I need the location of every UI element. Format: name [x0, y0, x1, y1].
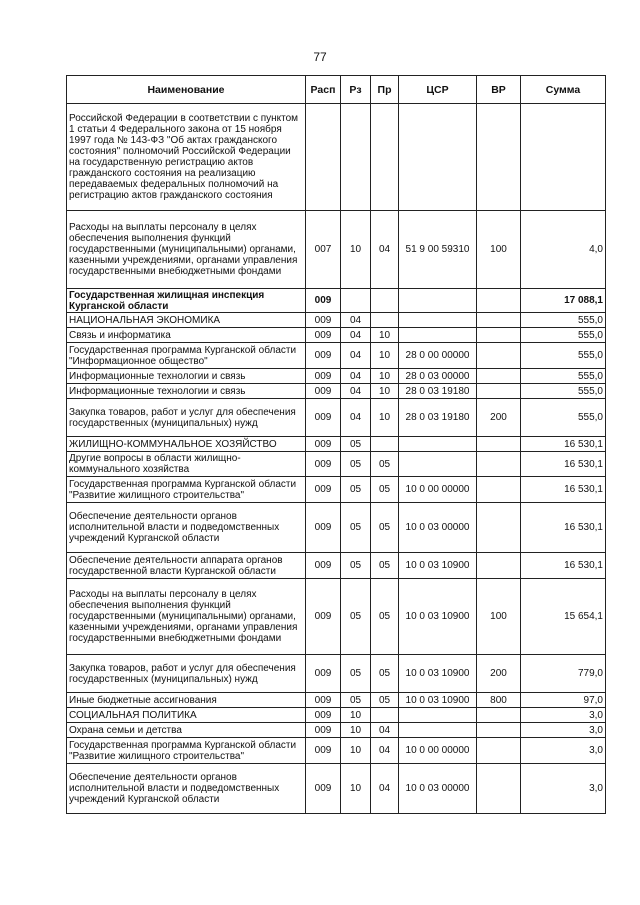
cell-csr: 10 0 00 00000 — [399, 738, 477, 764]
cell-rz: 04 — [341, 399, 371, 437]
cell-name: Российской Федерации в соответствии с пунктом 1 статьи 4 Федерального закона от 15 ноября 1997 года № 143-ФЗ "Об актах гражданского состояния" полномочий Российской Федерации на государственную регистрацию актов гражданского состояния на реализацию передаваемых федеральных полномочий на регистрацию актов гражданского состояния — [67, 104, 306, 211]
cell-sum: 779,0 — [521, 655, 606, 693]
table-row — [67, 693, 606, 708]
cell-pr: 04 — [371, 211, 399, 289]
cell-sum: 555,0 — [521, 399, 606, 437]
cell-name: ЖИЛИЩНО-КОММУНАЛЬНОЕ ХОЗЯЙСТВО — [67, 437, 306, 452]
cell-name: Охрана семьи и детства — [67, 723, 306, 738]
cell-rz — [341, 104, 371, 211]
cell-name: Информационные технологии и связь — [67, 369, 306, 384]
table-row — [67, 343, 606, 369]
budget-table — [66, 75, 606, 814]
cell-sum: 17 088,1 — [521, 289, 606, 313]
cell-csr: 10 0 00 00000 — [399, 477, 477, 503]
cell-rz: 04 — [341, 313, 371, 328]
cell-rasp: 009 — [306, 708, 341, 723]
table-row — [67, 708, 606, 723]
cell-rz: 05 — [341, 655, 371, 693]
cell-csr — [399, 313, 477, 328]
cell-csr: 28 0 03 00000 — [399, 369, 477, 384]
cell-name: Другие вопросы в области жилищно-коммунального хозяйства — [67, 452, 306, 477]
cell-sum: 16 530,1 — [521, 437, 606, 452]
cell-sum — [521, 104, 606, 211]
cell-sum: 3,0 — [521, 764, 606, 814]
cell-rasp: 009 — [306, 343, 341, 369]
column-header-rz: Рз — [341, 76, 371, 104]
cell-name: Государственная программа Курганской области "Развитие жилищного строительства" — [67, 738, 306, 764]
cell-pr: 04 — [371, 764, 399, 814]
table-body — [67, 104, 606, 814]
cell-vr — [477, 723, 521, 738]
cell-name: Государственная программа Курганской области "Информационное общество" — [67, 343, 306, 369]
cell-sum: 15 654,1 — [521, 579, 606, 655]
cell-csr: 10 0 03 00000 — [399, 503, 477, 553]
cell-vr — [477, 708, 521, 723]
cell-vr: 200 — [477, 399, 521, 437]
cell-pr: 05 — [371, 477, 399, 503]
cell-name: Государственная жилищная инспекция Курганской области — [67, 289, 306, 313]
table-row — [67, 764, 606, 814]
table-header-row — [67, 76, 606, 104]
cell-pr: 05 — [371, 655, 399, 693]
cell-name: Расходы на выплаты персоналу в целях обеспечения выполнения функций государственными (муниципальными) органами, казенными учреждениями, органами управления государственными внебюджетными фондами — [67, 211, 306, 289]
cell-rz: 05 — [341, 693, 371, 708]
cell-name: Государственная программа Курганской области "Развитие жилищного строительства" — [67, 477, 306, 503]
cell-pr — [371, 104, 399, 211]
table-row — [67, 503, 606, 553]
cell-csr: 10 0 03 00000 — [399, 764, 477, 814]
cell-rasp: 009 — [306, 452, 341, 477]
column-header-name: Наименование — [67, 76, 306, 104]
table-row — [67, 328, 606, 343]
cell-csr — [399, 289, 477, 313]
cell-rasp: 009 — [306, 503, 341, 553]
cell-rz: 05 — [341, 553, 371, 579]
table-row — [67, 211, 606, 289]
cell-name: Закупка товаров, работ и услуг для обеспечения государственных (муниципальных) нужд — [67, 399, 306, 437]
column-header-sum: Сумма — [521, 76, 606, 104]
table-row — [67, 289, 606, 313]
cell-vr — [477, 738, 521, 764]
cell-csr — [399, 328, 477, 343]
column-header-vr: ВР — [477, 76, 521, 104]
cell-vr — [477, 289, 521, 313]
cell-rz — [341, 289, 371, 313]
cell-csr — [399, 437, 477, 452]
cell-name: НАЦИОНАЛЬНАЯ ЭКОНОМИКА — [67, 313, 306, 328]
cell-vr — [477, 104, 521, 211]
cell-vr: 100 — [477, 579, 521, 655]
cell-name: Обеспечение деятельности органов исполнительной власти и подведомственных учреждений Курганской области — [67, 503, 306, 553]
cell-vr: 800 — [477, 693, 521, 708]
cell-csr — [399, 104, 477, 211]
cell-sum: 97,0 — [521, 693, 606, 708]
cell-rasp: 009 — [306, 384, 341, 399]
cell-sum: 555,0 — [521, 328, 606, 343]
cell-rasp: 009 — [306, 693, 341, 708]
table-row — [67, 655, 606, 693]
cell-vr — [477, 384, 521, 399]
cell-sum: 3,0 — [521, 738, 606, 764]
cell-name: Связь и информатика — [67, 328, 306, 343]
cell-name: Закупка товаров, работ и услуг для обеспечения государственных (муниципальных) нужд — [67, 655, 306, 693]
table-row — [67, 399, 606, 437]
cell-vr — [477, 553, 521, 579]
cell-rz: 10 — [341, 211, 371, 289]
cell-sum: 555,0 — [521, 313, 606, 328]
cell-rz: 10 — [341, 708, 371, 723]
cell-name: Обеспечение деятельности органов исполнительной власти и подведомственных учреждений Курганской области — [67, 764, 306, 814]
cell-rz: 10 — [341, 764, 371, 814]
cell-pr — [371, 708, 399, 723]
cell-csr — [399, 723, 477, 738]
cell-name: Расходы на выплаты персоналу в целях обеспечения выполнения функций государственными (муниципальными) органами, казенными учреждениями, органами управления государственными внебюджетными фондами — [67, 579, 306, 655]
cell-sum: 555,0 — [521, 343, 606, 369]
column-header-csr: ЦСР — [399, 76, 477, 104]
page-number: 77 — [313, 50, 327, 64]
cell-vr — [477, 313, 521, 328]
table-row — [67, 452, 606, 477]
cell-rasp: 009 — [306, 655, 341, 693]
cell-name: СОЦИАЛЬНАЯ ПОЛИТИКА — [67, 708, 306, 723]
cell-rz: 04 — [341, 328, 371, 343]
table-row — [67, 384, 606, 399]
cell-rasp: 009 — [306, 764, 341, 814]
cell-vr — [477, 764, 521, 814]
table-row — [67, 579, 606, 655]
cell-vr — [477, 503, 521, 553]
cell-rasp: 009 — [306, 313, 341, 328]
cell-rasp: 009 — [306, 369, 341, 384]
cell-rz: 05 — [341, 477, 371, 503]
cell-name: Иные бюджетные ассигнования — [67, 693, 306, 708]
cell-csr — [399, 452, 477, 477]
cell-sum: 3,0 — [521, 723, 606, 738]
cell-pr: 10 — [371, 399, 399, 437]
cell-rz: 05 — [341, 579, 371, 655]
cell-rasp: 007 — [306, 211, 341, 289]
table-row — [67, 437, 606, 452]
cell-sum: 555,0 — [521, 384, 606, 399]
table-row — [67, 738, 606, 764]
cell-rz: 04 — [341, 384, 371, 399]
cell-pr — [371, 313, 399, 328]
cell-vr: 200 — [477, 655, 521, 693]
cell-pr — [371, 289, 399, 313]
cell-pr — [371, 437, 399, 452]
cell-sum: 555,0 — [521, 369, 606, 384]
cell-vr — [477, 437, 521, 452]
cell-rasp: 009 — [306, 399, 341, 437]
table-row — [67, 369, 606, 384]
cell-pr: 05 — [371, 579, 399, 655]
cell-pr: 05 — [371, 452, 399, 477]
table-row — [67, 104, 606, 211]
cell-rasp: 009 — [306, 477, 341, 503]
cell-vr: 100 — [477, 211, 521, 289]
cell-rasp: 009 — [306, 738, 341, 764]
cell-csr — [399, 708, 477, 723]
cell-rasp: 009 — [306, 328, 341, 343]
cell-name: Информационные технологии и связь — [67, 384, 306, 399]
cell-csr: 28 0 03 19180 — [399, 384, 477, 399]
cell-rasp: 009 — [306, 723, 341, 738]
cell-pr: 04 — [371, 723, 399, 738]
cell-rz: 05 — [341, 452, 371, 477]
cell-vr — [477, 477, 521, 503]
cell-rz: 10 — [341, 723, 371, 738]
cell-sum: 16 530,1 — [521, 503, 606, 553]
column-header-rasp: Расп — [306, 76, 341, 104]
cell-rz: 05 — [341, 437, 371, 452]
cell-sum: 4,0 — [521, 211, 606, 289]
cell-csr: 10 0 03 10900 — [399, 553, 477, 579]
cell-pr: 05 — [371, 693, 399, 708]
cell-rasp: 009 — [306, 289, 341, 313]
table-row — [67, 313, 606, 328]
column-header-pr: Пр — [371, 76, 399, 104]
cell-csr: 28 0 00 00000 — [399, 343, 477, 369]
cell-rz: 10 — [341, 738, 371, 764]
cell-csr: 51 9 00 59310 — [399, 211, 477, 289]
cell-rasp: 009 — [306, 579, 341, 655]
cell-vr — [477, 452, 521, 477]
cell-pr: 10 — [371, 343, 399, 369]
cell-rasp: 009 — [306, 553, 341, 579]
cell-sum: 16 530,1 — [521, 553, 606, 579]
cell-vr — [477, 369, 521, 384]
cell-csr: 10 0 03 10900 — [399, 579, 477, 655]
cell-name: Обеспечение деятельности аппарата органов государственной власти Курганской области — [67, 553, 306, 579]
cell-pr: 05 — [371, 553, 399, 579]
cell-pr: 05 — [371, 503, 399, 553]
cell-pr: 04 — [371, 738, 399, 764]
cell-pr: 10 — [371, 369, 399, 384]
cell-csr: 10 0 03 10900 — [399, 693, 477, 708]
table-row — [67, 553, 606, 579]
table-row — [67, 477, 606, 503]
cell-rasp: 009 — [306, 437, 341, 452]
cell-vr — [477, 328, 521, 343]
cell-rz: 04 — [341, 369, 371, 384]
table-row — [67, 723, 606, 738]
cell-rasp — [306, 104, 341, 211]
cell-csr: 10 0 03 10900 — [399, 655, 477, 693]
cell-sum: 16 530,1 — [521, 452, 606, 477]
cell-sum: 3,0 — [521, 708, 606, 723]
cell-sum: 16 530,1 — [521, 477, 606, 503]
cell-rz: 04 — [341, 343, 371, 369]
cell-vr — [477, 343, 521, 369]
cell-rz: 05 — [341, 503, 371, 553]
cell-pr: 10 — [371, 328, 399, 343]
cell-pr: 10 — [371, 384, 399, 399]
cell-csr: 28 0 03 19180 — [399, 399, 477, 437]
